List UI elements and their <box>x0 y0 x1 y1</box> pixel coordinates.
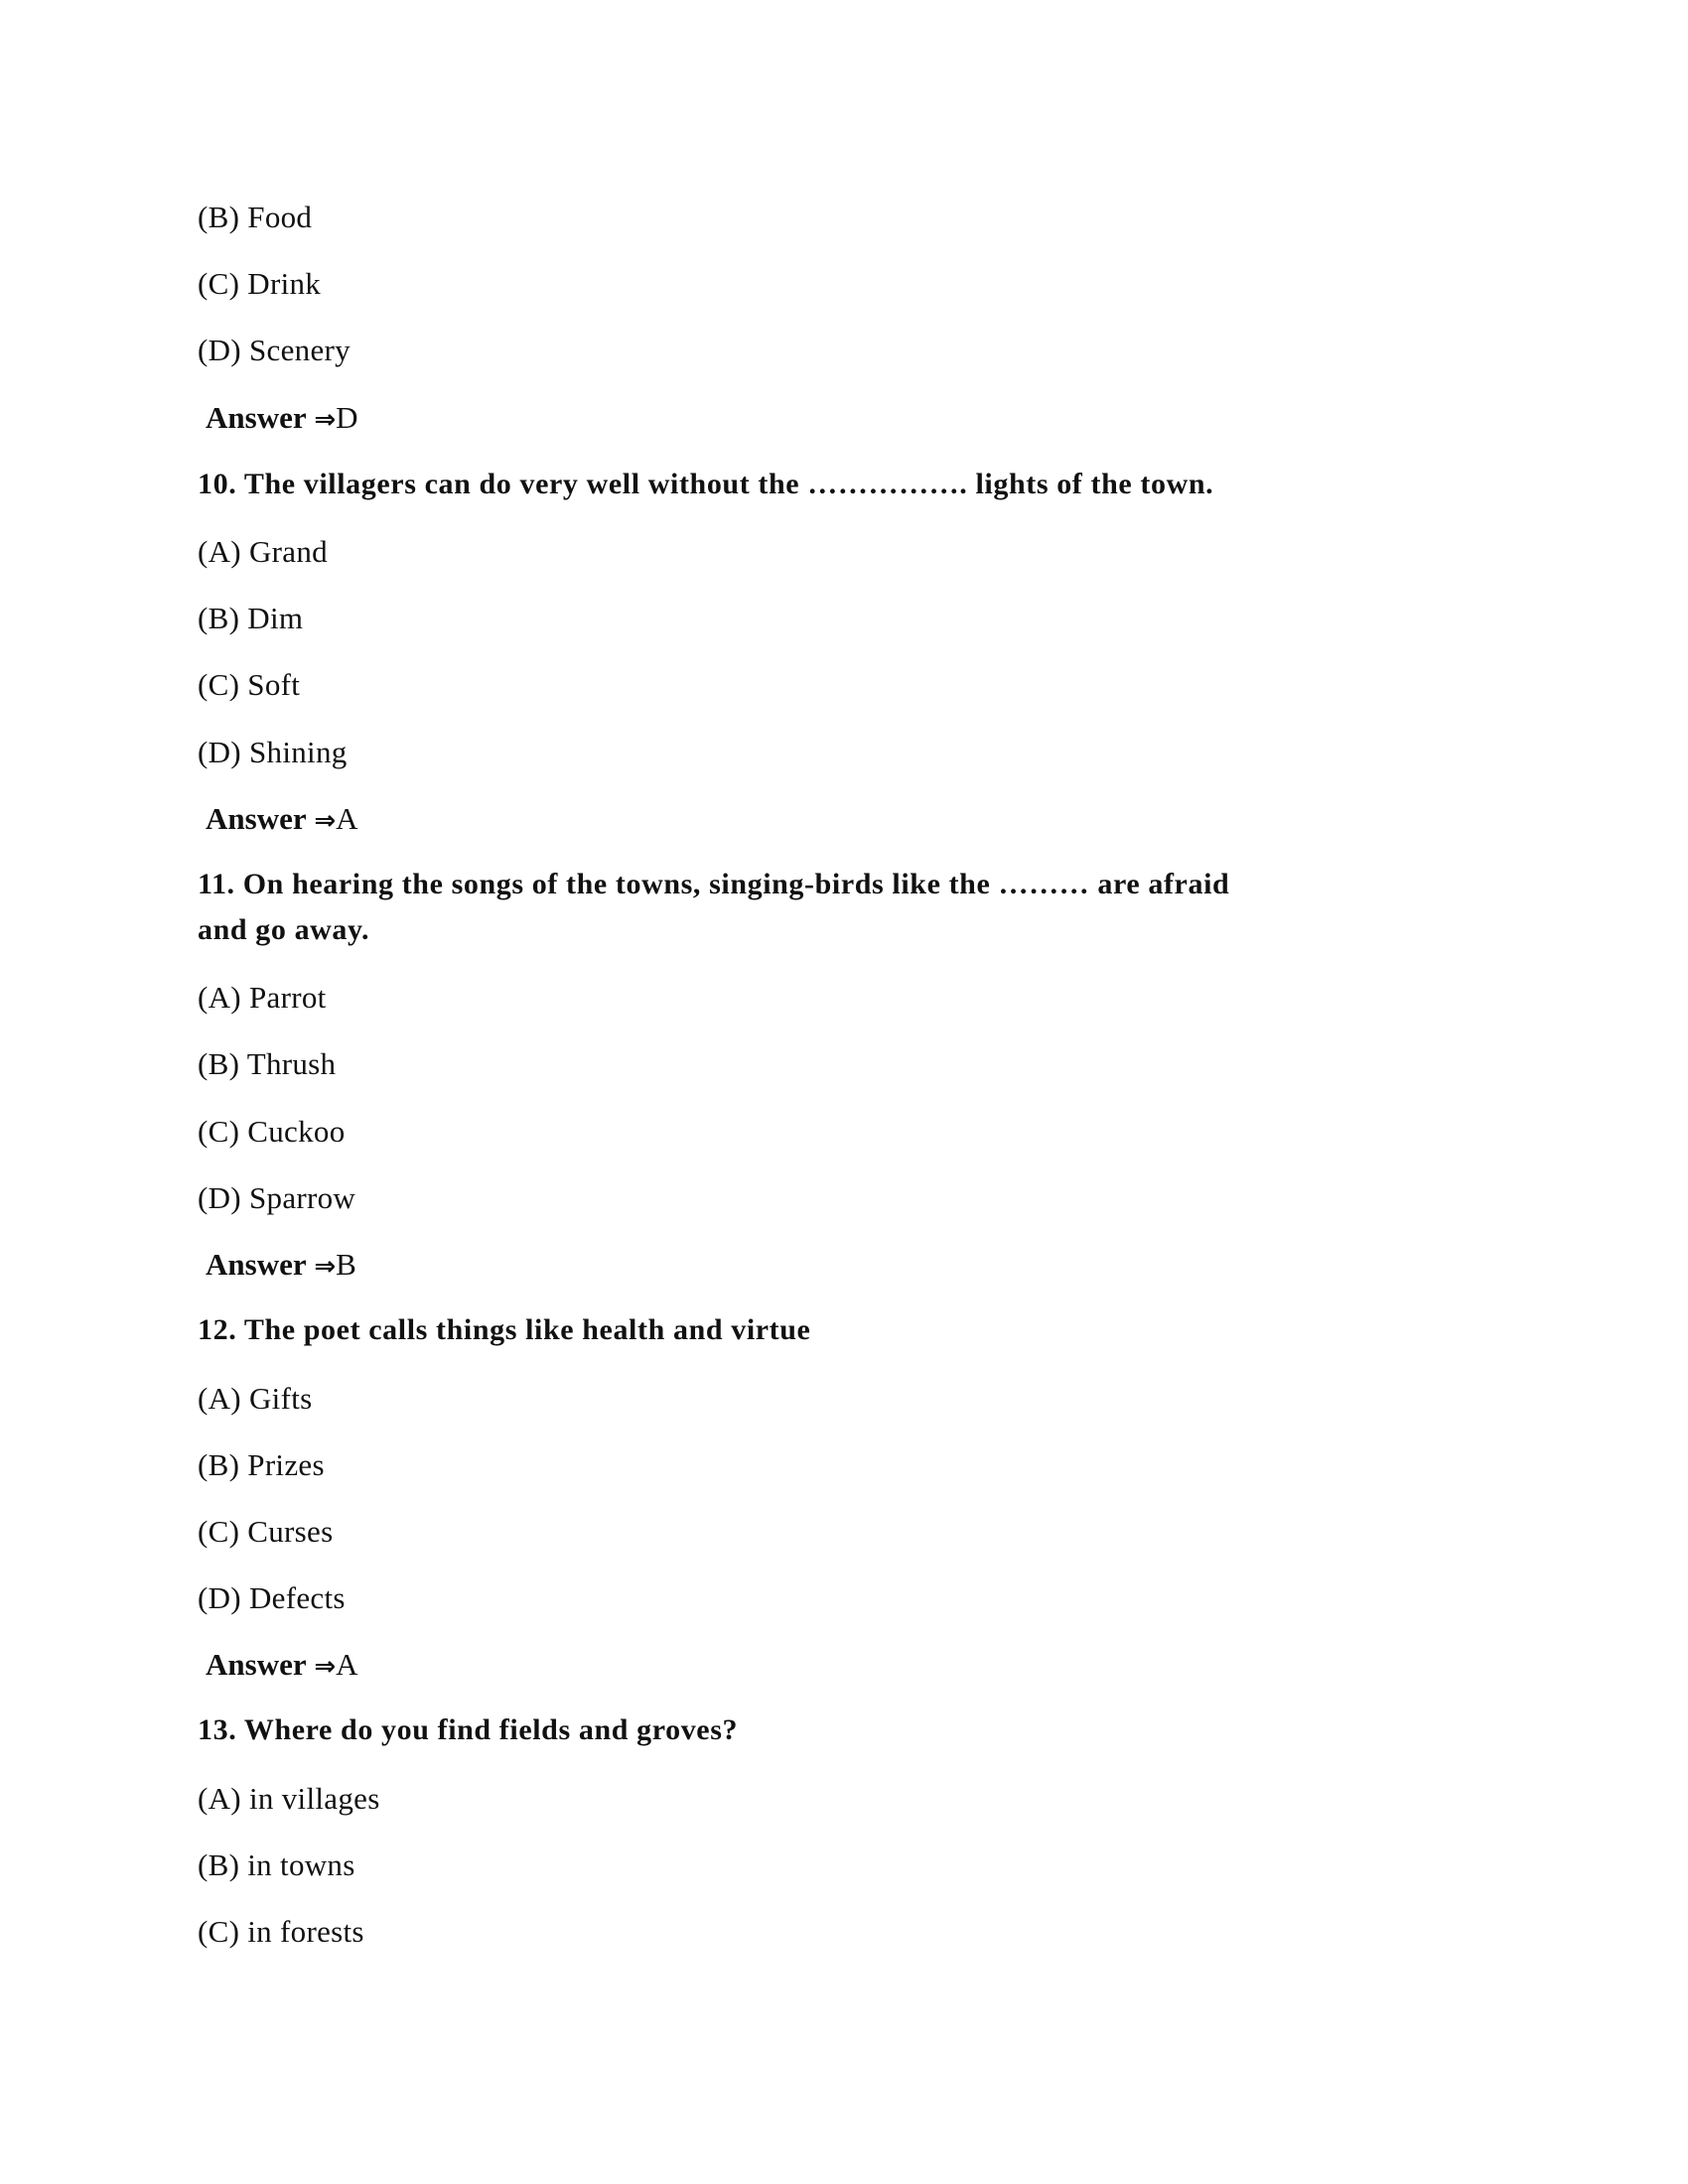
answer-value: A <box>336 1647 358 1682</box>
option: (A) Grand <box>198 534 328 569</box>
implies-arrow-icon: ⇒ <box>314 1652 337 1682</box>
question-11-line-2: and go away. <box>198 913 370 946</box>
answer-value: B <box>336 1247 356 1282</box>
option: (B) Dim <box>198 601 304 635</box>
option-d-scenery: (D) Scenery <box>198 333 351 367</box>
option: (B) in towns <box>198 1847 355 1882</box>
option: (C) Cuckoo <box>198 1114 346 1149</box>
answer-value: A <box>336 801 358 836</box>
option-c-drink: (C) Drink <box>198 266 322 301</box>
implies-arrow-icon: ⇒ <box>314 806 337 836</box>
answer-label: Answer <box>206 801 307 836</box>
answer-line <box>206 1649 358 1680</box>
option: (C) in forests <box>198 1914 364 1949</box>
question-11-line-1: 11. On hearing the songs of the towns, singing-birds like the ……… are afraid <box>198 868 1230 900</box>
option: (C) Curses <box>198 1514 334 1549</box>
option: (A) Gifts <box>198 1381 313 1416</box>
question-13: 13. Where do you find fields and groves? <box>198 1713 739 1746</box>
implies-arrow-icon: ⇒ <box>314 405 337 435</box>
option: (D) Defects <box>198 1580 346 1615</box>
answer-line <box>206 803 358 834</box>
option: (D) Sparrow <box>198 1180 356 1215</box>
option: (B) Prizes <box>198 1447 325 1482</box>
option: (A) in villages <box>198 1781 380 1816</box>
option: (A) Parrot <box>198 980 327 1015</box>
option: (D) Shining <box>198 735 348 769</box>
answer-label: Answer <box>206 1247 307 1282</box>
answer-value: D <box>336 400 358 435</box>
answer-line <box>206 1249 356 1280</box>
implies-arrow-icon: ⇒ <box>314 1252 337 1282</box>
option: (B) Thrush <box>198 1046 337 1081</box>
answer-label: Answer <box>206 400 307 435</box>
answer-line <box>206 402 358 433</box>
question-10: 10. The villagers can do very well without the ……………. lights of the town. <box>198 468 1214 500</box>
question-12: 12. The poet calls things like health and virtue <box>198 1313 811 1346</box>
option: (C) Soft <box>198 667 301 702</box>
answer-label: Answer <box>206 1647 307 1682</box>
option-b-food: (B) Food <box>198 200 313 234</box>
